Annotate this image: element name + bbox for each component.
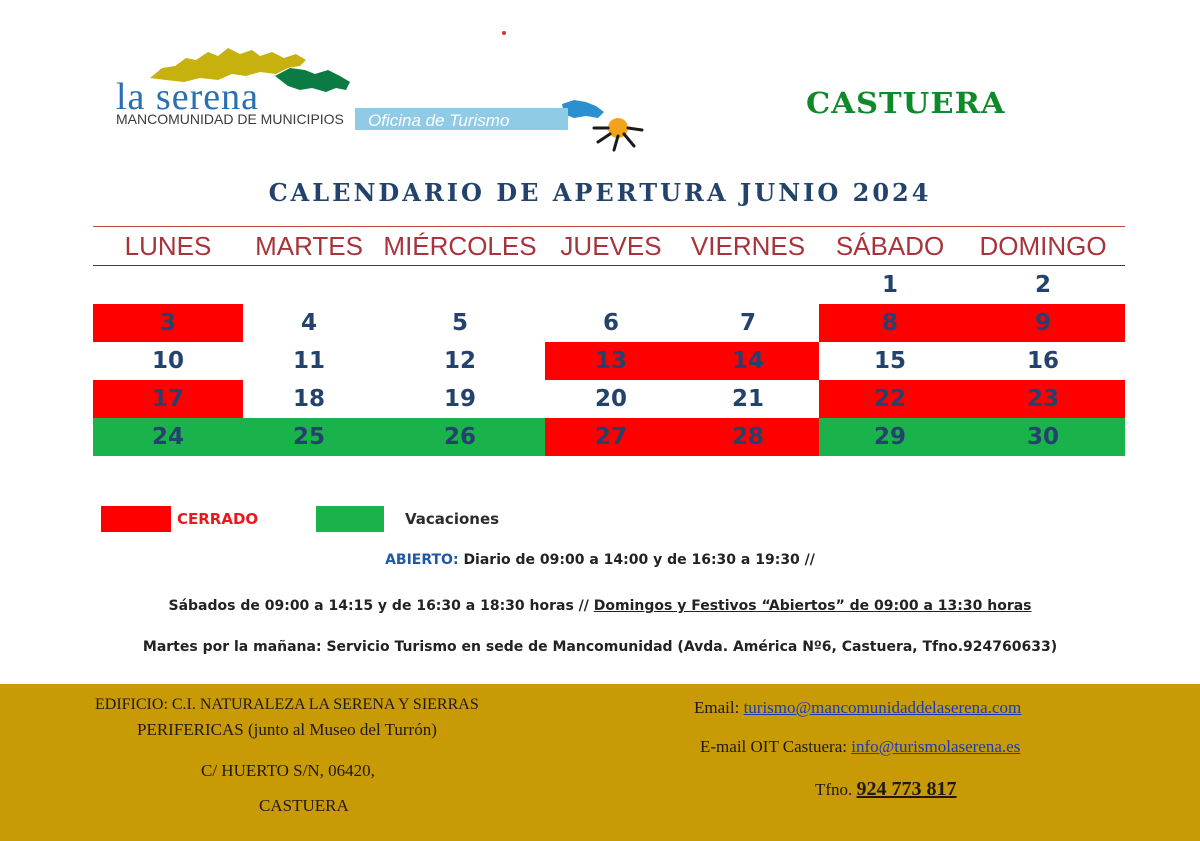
phone-label: Tfno. xyxy=(815,780,853,799)
calendar-day-cell: 18 xyxy=(292,386,325,412)
calendar-day-cell: 10 xyxy=(151,348,184,374)
calendar-day-cell: 12 xyxy=(443,348,476,374)
email2-label: E-mail OIT Castuera: xyxy=(700,737,847,756)
calendar-day-cell: 7 xyxy=(739,310,756,336)
email-label: Email: xyxy=(694,698,740,717)
calendar-day-cell: 16 xyxy=(1026,348,1059,374)
calendar-day-cell xyxy=(93,266,243,304)
calendar-day-cell: 28 xyxy=(677,418,819,456)
calendar-header-row xyxy=(93,226,1125,266)
calendar-week-row xyxy=(93,304,1125,342)
footer-building-detail: PERIFERICAS (junto al Museo del Turrón) xyxy=(137,720,437,739)
daily-hours: Diario de 09:00 a 14:00 y de 16:30 a 19:30 // xyxy=(463,552,815,568)
calendar-day-cell: 15 xyxy=(873,348,906,374)
calendar-day-cell: 4 xyxy=(300,310,317,336)
calendar-day-cell: 20 xyxy=(594,386,627,412)
calendar-title: CALENDARIO DE APERTURA JUNIO 2024 xyxy=(268,178,932,207)
town-name: CASTUERA xyxy=(806,86,1006,120)
logo-subtitle: MANCOMUNIDAD DE MUNICIPIOS xyxy=(116,111,344,127)
calendar-week-row xyxy=(93,342,1125,380)
calendar-day-cell: 17 xyxy=(93,380,243,418)
calendar-day-cell: 24 xyxy=(93,418,243,456)
hours-line-weekend xyxy=(0,598,1200,614)
calendar-body xyxy=(93,266,1125,456)
calendar-day-cell: 23 xyxy=(961,380,1125,418)
footer-city: CASTUERA xyxy=(259,796,349,815)
day-header: VIERNES xyxy=(690,230,806,261)
calendar-week-row xyxy=(93,380,1125,418)
email-link[interactable]: turismo@mancomunidaddelaserena.com xyxy=(743,698,1022,717)
calendar-day-cell xyxy=(545,266,677,304)
calendar-day-cell: 25 xyxy=(243,418,375,456)
legend-holidays-label: Vacaciones xyxy=(405,510,500,528)
tuesday-service: Martes por la mañana: Servicio Turismo en sede de Mancomunidad (Avda. América Nº6, Castuera, Tfno.924760633) xyxy=(142,639,1058,655)
calendar-day-cell: 9 xyxy=(961,304,1125,342)
legend-holidays-swatch xyxy=(316,506,384,532)
calendar-day-cell: 14 xyxy=(677,342,819,380)
calendar-week-row xyxy=(93,266,1125,304)
calendar-day-cell: 5 xyxy=(451,310,468,336)
calendar-day-cell: 2 xyxy=(1034,272,1051,298)
calendar-day-cell: 29 xyxy=(819,418,961,456)
open-label: ABIERTO: xyxy=(385,552,459,568)
logo-title: la serena xyxy=(116,76,259,118)
footer-street: C/ HUERTO S/N, 06420, xyxy=(201,761,375,780)
calendar-day-cell: 6 xyxy=(602,310,619,336)
footer-building: EDIFICIO: C.I. NATURALEZA LA SERENA Y SIERRAS xyxy=(95,696,479,713)
legend-closed-label: CERRADO xyxy=(177,510,259,528)
phone-number: 924 773 817 xyxy=(856,778,957,800)
email2-link[interactable]: info@turismolaserena.es xyxy=(851,737,1021,756)
legend-closed-swatch xyxy=(101,506,171,532)
day-header: DOMINGO xyxy=(979,230,1107,261)
logo xyxy=(100,30,660,160)
footer-email2-line xyxy=(700,737,1020,757)
calendar-day-cell: 21 xyxy=(731,386,764,412)
footer xyxy=(0,684,1200,841)
calendar-day-cell xyxy=(243,266,375,304)
saturday-hours: Sábados de 09:00 a 14:15 y de 16:30 a 18:30 horas // xyxy=(168,598,589,614)
day-header: LUNES xyxy=(124,230,212,261)
logo-office-label: Oficina de Turismo xyxy=(368,111,510,130)
calendar-day-cell: 26 xyxy=(375,418,545,456)
calendar-day-cell: 11 xyxy=(292,348,325,374)
decorative-dot xyxy=(502,31,506,35)
calendar-day-cell: 19 xyxy=(443,386,476,412)
day-header: JUEVES xyxy=(560,230,662,261)
calendar-day-cell: 3 xyxy=(93,304,243,342)
calendar-day-cell: 8 xyxy=(819,304,961,342)
day-header: SÁBADO xyxy=(835,230,945,261)
footer-phone-line xyxy=(815,778,957,801)
footer-email-line xyxy=(694,698,1021,718)
calendar-day-cell: 30 xyxy=(961,418,1125,456)
sunday-hours: Domingos y Festivos “Abiertos” de 09:00 a 13:30 horas xyxy=(593,598,1032,614)
calendar-day-cell: 27 xyxy=(545,418,677,456)
hours-line-daily xyxy=(0,552,1200,568)
day-header: MARTES xyxy=(255,230,363,261)
day-header: MIÉRCOLES xyxy=(383,230,537,261)
calendar-table xyxy=(93,226,1125,456)
calendar-day-cell xyxy=(375,266,545,304)
calendar-week-row xyxy=(93,418,1125,456)
hours-line-tuesday xyxy=(0,639,1200,655)
calendar-day-cell: 1 xyxy=(881,272,898,298)
calendar-day-cell: 22 xyxy=(819,380,961,418)
calendar-day-cell xyxy=(677,266,819,304)
calendar-day-cell: 13 xyxy=(545,342,677,380)
